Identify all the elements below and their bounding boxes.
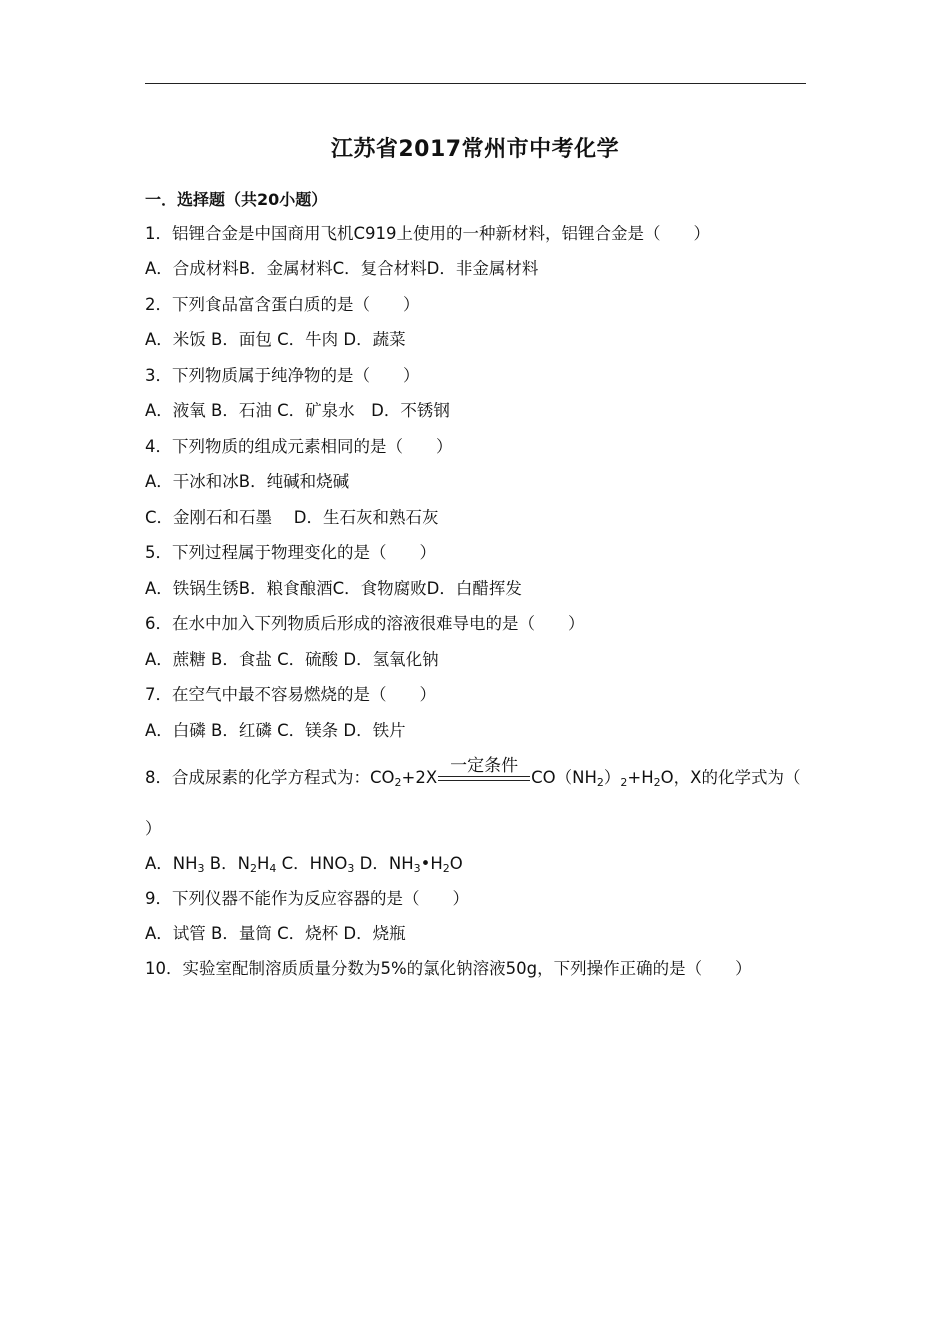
q8-co2-subscript: 2 bbox=[394, 776, 402, 789]
q8-urea-subscript: 2 bbox=[620, 776, 628, 789]
question-4-options-line-1: A．干冰和冰B．纯碱和烧碱 bbox=[145, 472, 350, 491]
q8-option-d-o: O bbox=[449, 854, 463, 873]
question-8-options bbox=[145, 852, 463, 876]
q8-option-c: C．HNO bbox=[276, 854, 348, 873]
q8-prefix: 8．合成尿素的化学方程式为：CO bbox=[145, 768, 395, 787]
q8-a-subscript: 3 bbox=[197, 862, 205, 875]
question-3-stem: 3．下列物质属于纯净物的是（ ） bbox=[145, 366, 420, 385]
q8-close-paren: ） bbox=[603, 768, 621, 787]
q8-nh2-subscript: 2 bbox=[596, 776, 604, 789]
question-5-options: A．铁锅生锈B．粮食酿酒C．食物腐败D．白醋挥发 bbox=[145, 579, 522, 598]
q8-option-b-h: H bbox=[256, 854, 270, 873]
question-6-options: A．蔗糖 B．食盐 C．硫酸 D．氢氧化钠 bbox=[145, 650, 439, 669]
question-5-stem: 5．下列过程属于物理变化的是（ ） bbox=[145, 543, 436, 562]
reaction-condition-arrow bbox=[438, 756, 530, 790]
question-8-stem bbox=[145, 756, 801, 790]
equals-line-top bbox=[438, 776, 530, 777]
question-7-options: A．白磷 B．红磷 C．镁条 D．铁片 bbox=[145, 721, 406, 740]
header-rule bbox=[145, 83, 806, 84]
q8-plus-2x: +2X bbox=[401, 768, 438, 787]
question-10-stem: 10．实验室配制溶质质量分数为5%的氯化钠溶液50g，下列操作正确的是（ ） bbox=[145, 959, 752, 978]
q8-urea: CO（NH bbox=[531, 768, 597, 787]
q8-c-subscript: 3 bbox=[347, 862, 355, 875]
question-6-stem: 6．在水中加入下列物质后形成的溶液很难导电的是（ ） bbox=[145, 614, 585, 633]
question-2-stem: 2．下列食品富含蛋白质的是（ ） bbox=[145, 295, 420, 314]
q8-option-d-dot: •H bbox=[420, 854, 443, 873]
q8-b-subscript-h: 4 bbox=[269, 862, 277, 875]
page-title: 江苏省2017常州市中考化学 bbox=[330, 137, 620, 162]
question-3-options: A．液氧 B．石油 C．矿泉水 D．不锈钢 bbox=[145, 401, 450, 420]
question-9-stem: 9．下列仪器不能作为反应容器的是（ ） bbox=[145, 889, 469, 908]
q8-tail: O，X的化学式为（ bbox=[660, 768, 801, 787]
q8-d-subscript-n: 3 bbox=[413, 862, 421, 875]
question-4-options-line-2: C．金刚石和石墨 D．生石灰和熟石灰 bbox=[145, 508, 439, 527]
q8-h2o-subscript: 2 bbox=[653, 776, 661, 789]
q8-b-subscript-n: 2 bbox=[249, 862, 257, 875]
question-8-stem-tail: ） bbox=[145, 819, 162, 838]
equals-line-bottom bbox=[438, 780, 530, 781]
q8-option-a: A．NH bbox=[145, 854, 198, 873]
q8-plus-water: +H bbox=[627, 768, 654, 787]
question-2-options: A．米饭 B．面包 C．牛肉 D．蔬菜 bbox=[145, 330, 406, 349]
q8-option-b: B．N bbox=[204, 854, 250, 873]
question-1-options: A．合成材料B．金属材料C．复合材料D．非金属材料 bbox=[145, 259, 539, 278]
question-1-stem: 1．铝锂合金是中国商用飞机C919上使用的一种新材料，铝锂合金是（ ） bbox=[145, 224, 711, 243]
question-7-stem: 7．在空气中最不容易燃烧的是（ ） bbox=[145, 685, 436, 704]
question-9-options: A．试管 B．量筒 C．烧杯 D．烧瓶 bbox=[145, 924, 406, 943]
question-4-stem: 4．下列物质的组成元素相同的是（ ） bbox=[145, 437, 453, 456]
section-heading: 一．选择题（共20小题） bbox=[145, 190, 328, 209]
reaction-condition-label: 一定条件 bbox=[450, 756, 519, 776]
q8-d-subscript-h: 2 bbox=[442, 862, 450, 875]
q8-option-d: D．NH bbox=[354, 854, 414, 873]
